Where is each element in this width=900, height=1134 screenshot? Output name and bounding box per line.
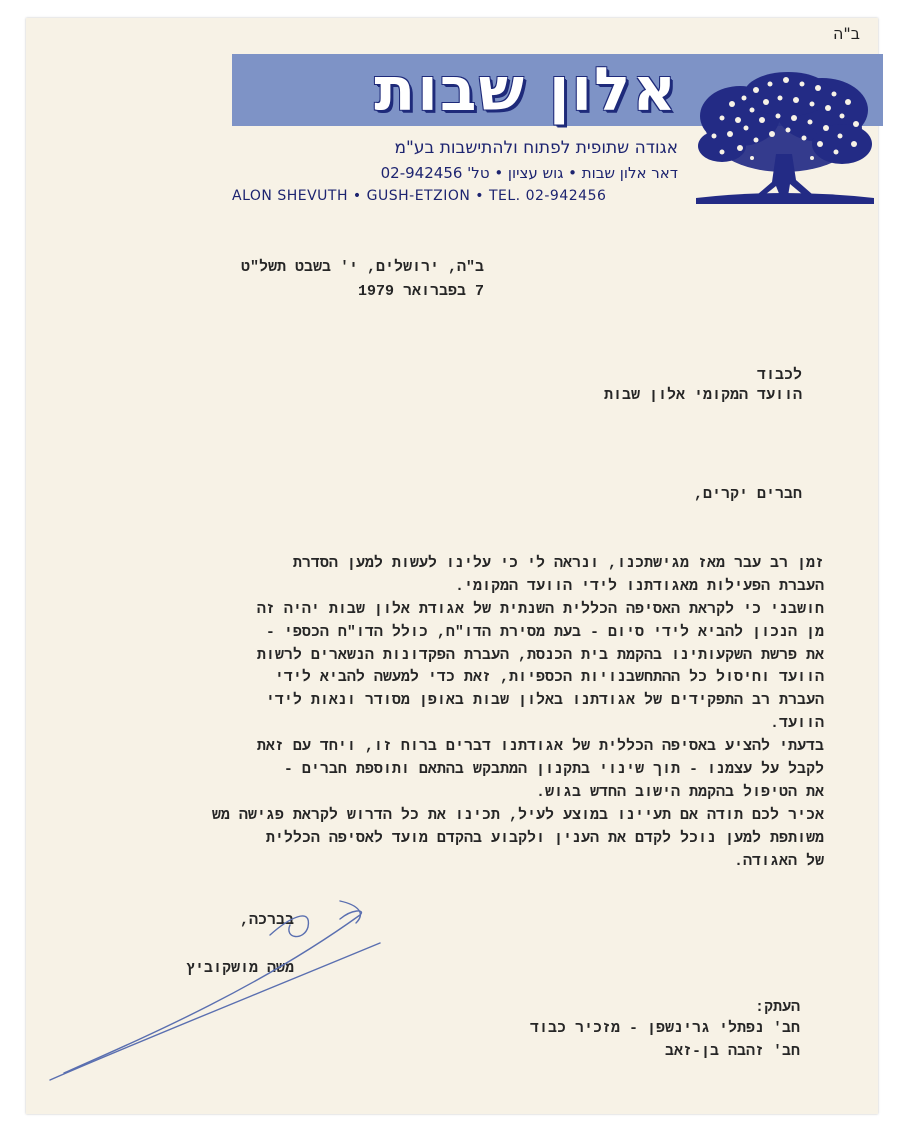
- body-line: העברת הפעילות מאגודתנו לידי הוועד המקומי.: [454, 577, 824, 595]
- signer-name: משה מושקוביץ: [185, 960, 294, 977]
- body-line: הוועד.: [769, 715, 824, 733]
- tree-icon: [692, 70, 876, 210]
- recipient-line-2: הוועד המקומי אלון שבות: [603, 387, 802, 404]
- letter-body: [64, 553, 824, 873]
- cc-recipient: חב' נפתלי גרינשפן - מזכיר כבוד: [529, 1020, 800, 1037]
- body-line: בדעתי להציע באסיפה הכללית של אגודתנו דברים ברוח זו, ויחד עם זאת: [256, 738, 824, 756]
- body-line: לקבל על עצמנו - תוך שינוי בתקנון המתבקש בהתאם ותוספת חברים -: [283, 761, 824, 779]
- body-line: את פרשת השקעותינו בהקמת בית הכנסת, העברת הפקדונות הנשארים לרשות: [256, 646, 824, 664]
- date-gregorian: 7 בפברואר 1979: [357, 283, 484, 300]
- body-line: זמן רב עבר מאז מגישתכנו, ונראה לי כי עלינו לעשות למען הסדרת: [292, 555, 824, 572]
- body-line: הוועד וחיסול כל ההתחשבנויות הכספיות, זאת כדי למעשה להביא לידי: [274, 669, 824, 687]
- org-address-hebrew: דאר אלון שבות • גוש עציון • טל' 02-942456: [380, 164, 678, 182]
- bh-mark: ב"ה: [832, 24, 860, 43]
- closing: בברכה,: [239, 912, 294, 929]
- body-line: חושבני כי לקראת האסיפה הכללית השנתית של אגודת אלון שבות יהיה זה: [256, 600, 824, 618]
- greeting: חברים יקרים,: [693, 486, 802, 503]
- body-line: אכיר לכם תודה אם תעיינו במוצע לעיל, תכינו את כל הדרוש לקראת פגישה מש: [211, 806, 824, 824]
- org-name: אגודה שתופית לפתוח ולהתישבות בע"מ: [394, 138, 678, 158]
- letterhead-title: אלון שבות: [374, 55, 678, 125]
- cc-label: העתק:: [754, 999, 800, 1016]
- org-address-english: ALON SHEVUTH • GUSH-ETZION • TEL. 02-942456: [232, 188, 607, 204]
- cc-recipient: חב' זהבה בן-זאב: [664, 1043, 800, 1060]
- body-line: את הטיפול בהקמת הישוב החדש בגוש.: [535, 783, 824, 801]
- recipient-line-1: לכבוד: [756, 367, 802, 384]
- handwritten-signature: [40, 895, 400, 1095]
- date-hebrew: ב"ה, ירושלים, י' בשבט תשל"ט: [240, 259, 484, 276]
- body-line: מן הנכון להביא לידי סיום - בעת מסירת הדו"ח, כולל הדו"ח הכספי -: [265, 623, 824, 641]
- body-line: של האגודה.: [733, 852, 824, 870]
- body-line: העברת רב התפקידים של אגודתנו באלון שבות באופן מסודר ונאות לידי: [265, 692, 824, 710]
- body-line: משותפת למען נוכל לקדם את הענין ולקבוע בהקדם מועד לאסיפה הכללית: [265, 829, 824, 847]
